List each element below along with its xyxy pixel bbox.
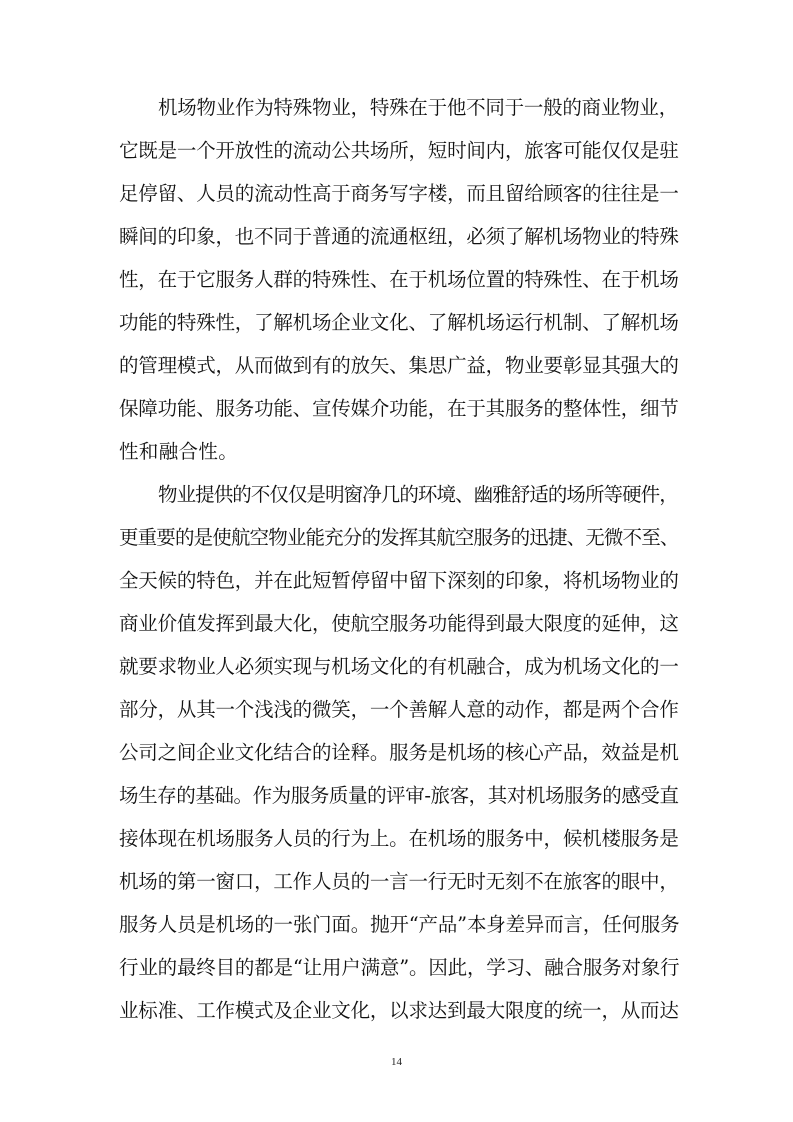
text-line: 功能的特殊性，了解机场企业文化、了解机场运行机制、了解机场 xyxy=(119,311,679,334)
text-line: 更重要的是使航空物业能充分的发挥其航空服务的迅捷、无微不至、 xyxy=(119,526,679,549)
page-number: 14 xyxy=(391,1056,402,1068)
text-line: 部分，从其一个浅浅的微笑，一个善解人意的动作，都是两个合作 xyxy=(119,698,679,721)
text-line: 全天候的特色，并在此短暂停留中留下深刻的印象，将机场物业的 xyxy=(119,569,679,592)
text-line: 业标准、工作模式及企业文化，以求达到最大限度的统一，从而达 xyxy=(119,999,679,1022)
text-line: 行业的最终目的都是“让用户满意”。因此，学习、融合服务对象行 xyxy=(119,956,680,979)
text-line: 物业提供的不仅仅是明窗净几的环境、幽雅舒适的场所等硬件， xyxy=(158,483,678,506)
text-line: 的管理模式，从而做到有的放矢、集思广益，物业要彰显其强大的 xyxy=(119,354,679,377)
text-line: 足停留、人员的流动性高于商务写字楼，而且留给顾客的往往是一 xyxy=(119,182,679,205)
text-line: 机场的第一窗口，工作人员的一言一行无时无刻不在旅客的眼中， xyxy=(119,870,679,893)
text-line: 保障功能、服务功能、宣传媒介功能，在于其服务的整体性，细节 xyxy=(119,397,679,420)
text-line: 就要求物业人必须实现与机场文化的有机融合，成为机场文化的一 xyxy=(119,655,679,678)
text-line: 它既是一个开放性的流动公共场所，短时间内，旅客可能仅仅是驻 xyxy=(119,139,679,162)
text-line: 接体现在机场服务人员的行为上。在机场的服务中，候机楼服务是 xyxy=(119,827,679,850)
text-line: 瞬间的印象，也不同于普通的流通枢纽，必须了解机场物业的特殊 xyxy=(119,225,679,248)
text-line: 商业价值发挥到最大化，使航空服务功能得到最大限度的延伸，这 xyxy=(119,612,679,635)
text-line: 性和融合性。 xyxy=(119,440,239,463)
text-line: 场生存的基础。作为服务质量的评审-旅客，其对机场服务的感受直 xyxy=(119,784,679,807)
text-line: 服务人员是机场的一张门面。抛开“产品”本身差异而言，任何服务 xyxy=(119,913,680,936)
text-line: 公司之间企业文化结合的诠释。服务是机场的核心产品，效益是机 xyxy=(119,741,679,764)
text-line: 性，在于它服务人群的特殊性、在于机场位置的特殊性、在于机场 xyxy=(119,268,679,291)
text-line: 机场物业作为特殊物业，特殊在于他不同于一般的商业物业， xyxy=(158,96,678,119)
